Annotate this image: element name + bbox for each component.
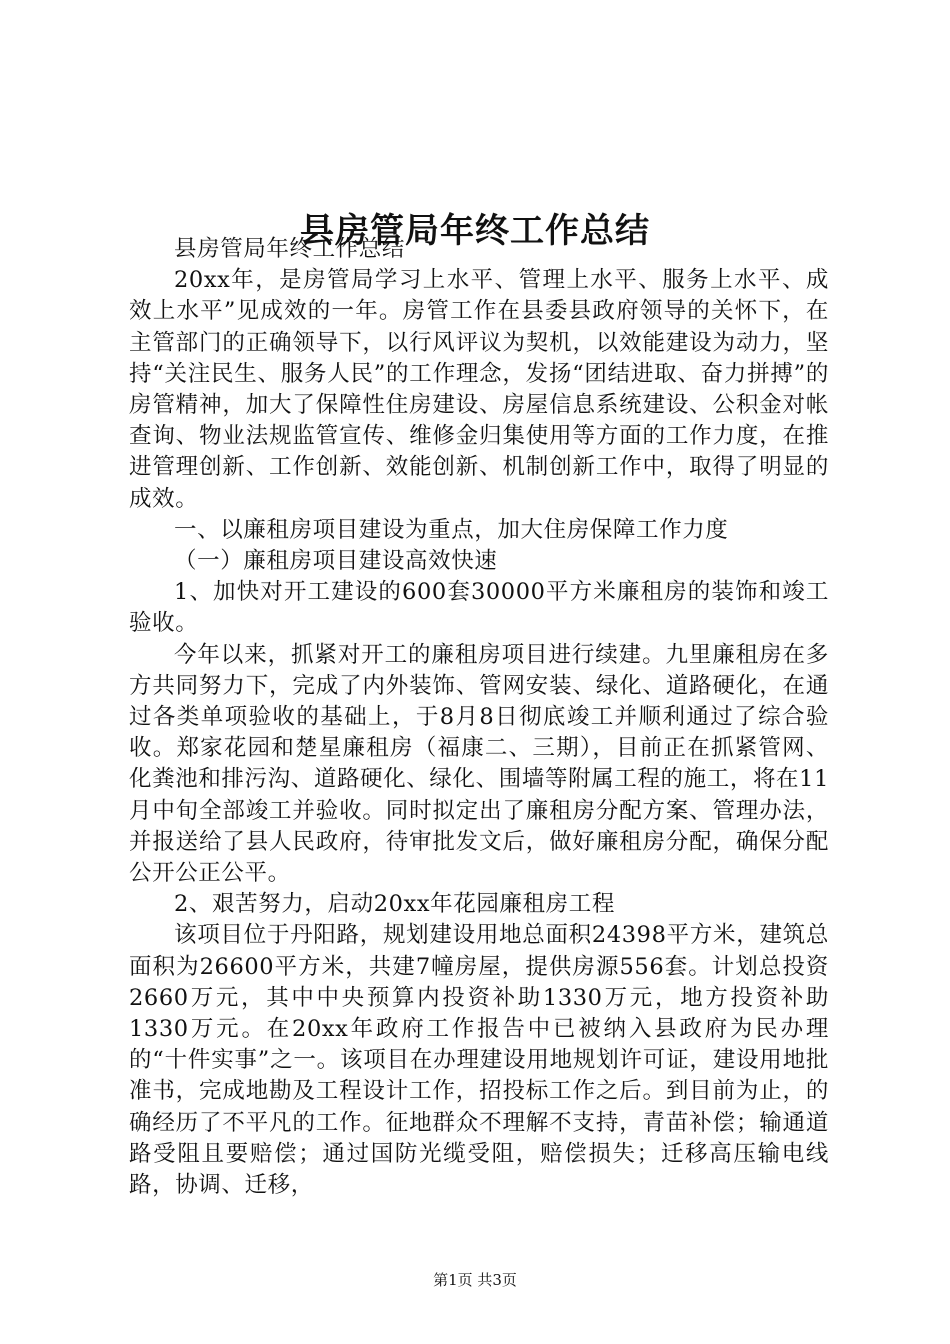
section-heading-1: 一、以廉租房项目建设为重点，加大住房保障工作力度 [174, 516, 729, 543]
item-heading-2: 2、艰苦努力，启动20xx年花园廉租房工程 [174, 891, 615, 918]
document-body [129, 234, 829, 1201]
document-title: 县房管局年终工作总结 [300, 210, 650, 251]
item-heading-1: 1、加快对开工建设的600套30000平方米廉租房的装饰和竣工验收。 [129, 579, 829, 637]
paragraph-progress: 今年以来，抓紧对开工的廉租房项目进行续建。九里廉租房在多方共同努力下，完成了内外装饰、管网安装、绿化、道路硬化，在通过各类单项验收的基础上，于8月8日彻底竣工并顺利通过了综合验收。郑家花园和楚星廉租房（福康二、三期），目前正在抓紧管网、化粪池和排污沟、道路硬化、绿化、围墙等附属工程的施工，将在11月中旬全部竣工并验收。同时拟定出了廉租房分配方案、管理办法，并报送给了县人民政府，待审批发文后，做好廉租房分配，确保分配公开公正公平。 [129, 641, 829, 887]
page-number-footer: 第1页 共3页 [433, 1271, 517, 1289]
paragraph-heading: 县房管局年终工作总结 [174, 236, 406, 262]
paragraph-intro: 20xx年，是房管局学习上水平、管理上水平、服务上水平、成效上水平”见成效的一年。房管工作在县委县政府领导的关怀下，在主管部门的正确领导下，以行风评议为契机，以效能建设为动力，坚持“关注民生、服务人民”的工作理念，发扬“团结进取、奋力拼搏”的房管精神，加大了保障性住房建设、房屋信息系统建设、公积金对帐查询、物业法规监管宣传、维修金归集使用等方面的工作力度，在推进管理创新、工作创新、效能创新、机制创新工作中，取得了明显的成效。 [129, 267, 829, 512]
subsection-heading-1: （一）廉租房项目建设高效快速 [174, 548, 498, 575]
paragraph-project: 该项目位于丹阳路，规划建设用地总面积24398平方米，建筑总面积为26600平方米，共建7幢房屋，提供房源556套。计划总投资2660万元，其中中央预算内投资补助1330万元，地方投资补助1330万元。在20xx年政府工作报告中已被纳入县政府为民办理的“十件实事”之一。该项目在办理建设用地规划许可证，建设用地批准书，完成地勘及工程设计工作，招投标工作之后。到目前为止，的确经历了不平凡的工作。征地群众不理解不支持，青苗补偿；输通道路受阻且要赔偿；通过国防光缆受阻，赔偿损失；迁移高压输电线路，协调、迁移， [129, 922, 829, 1199]
